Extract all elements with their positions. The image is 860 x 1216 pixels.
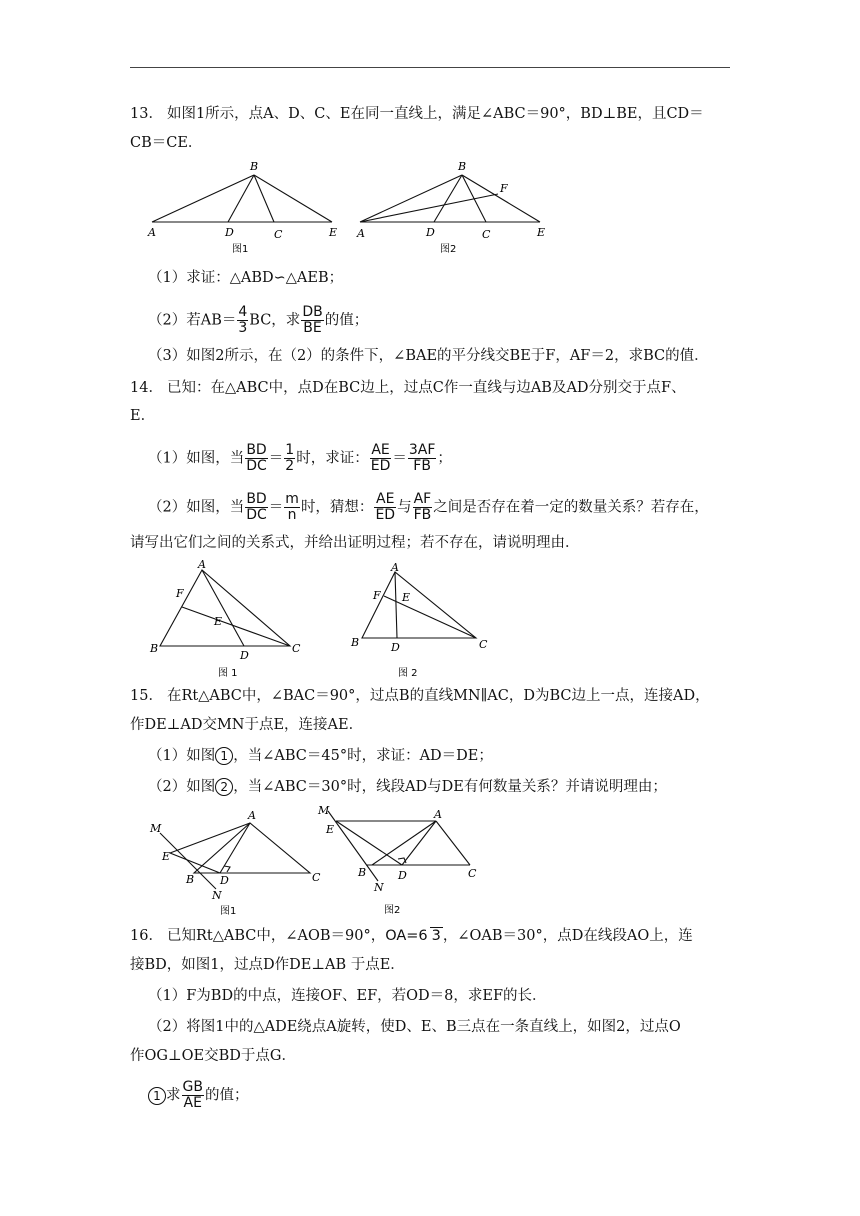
fraction: $\frac{4}{3}$ <box>238 304 248 336</box>
svg-text:E: E <box>402 591 411 604</box>
q15-stem-line2: 作DE⊥AD交MN于点E，连接AE． <box>130 717 364 733</box>
q14-stem-line1: 14． 已知：在△ABC中，点D在BC边上，过点C作一直线与边AB及AD分别交于点F、 <box>130 380 686 396</box>
q14-part1: （1）如图，当 $\frac{BD}{DC}$ ＝ $\frac{1}{2}$ 时，求证： $\frac{AE}{ED}$ ＝ $\frac{3AF}{FB}$ ； <box>148 442 452 474</box>
sqrt-symbol: 3 <box>431 928 441 944</box>
svg-text:C: C <box>274 228 283 241</box>
svg-text:D: D <box>391 641 400 654</box>
q13-figure-2 <box>356 160 545 255</box>
svg-text:A: A <box>148 226 156 239</box>
svg-text:F: F <box>176 587 184 600</box>
svg-text:N: N <box>212 889 222 902</box>
fraction: $\frac{BD}{DC}$ <box>246 491 267 523</box>
fraction: $\frac{GB}{AE}$ <box>182 1079 203 1111</box>
q15-figure-1 <box>149 809 321 917</box>
q14-figure-2 <box>350 561 488 679</box>
q16-stem-line1: 16． 已知Rt△ABC中，∠AOB＝90°，OA=6 3 ，∠OAB＝30°，点D在线段AO上，连 <box>130 928 693 944</box>
svg-text:B: B <box>250 160 259 173</box>
circled-number: 1 <box>215 747 233 765</box>
q13-figures <box>140 158 560 258</box>
svg-text:C: C <box>468 867 477 880</box>
q16-part2-sub1: 1 求 $\frac{GB}{AE}$ 的值； <box>148 1080 248 1111</box>
q13-figure-1 <box>147 160 337 255</box>
svg-text:B: B <box>186 873 195 886</box>
q15-fig1-caption: 图1 <box>220 906 237 917</box>
svg-text:A: A <box>248 809 256 822</box>
q13-part3: （3）如图2所示，在（2）的条件下，∠BAE的平分线交BE于F，AF＝2，求BC的值． <box>148 348 709 364</box>
fraction: $\frac{AF}{FB}$ <box>413 491 432 523</box>
fraction: $\frac{DB}{BE}$ <box>302 304 323 336</box>
svg-text:E: E <box>214 615 223 628</box>
fraction: $\frac{AE}{ED}$ <box>370 442 391 474</box>
svg-text:B: B <box>458 160 467 173</box>
fraction: $\frac{1}{2}$ <box>285 442 295 474</box>
q15-stem-line1: 15． 在Rt△ABC中，∠BAC＝90°，过点B的直线MN∥AC，D为BC边上一点，连接AD， <box>130 688 710 704</box>
svg-text:E: E <box>162 850 171 863</box>
q14-stem-line2: E． <box>130 408 156 424</box>
q13-part1: （1）求证：△ABD∽△AEB； <box>148 270 344 286</box>
q14-part2: （2）如图，当 $\frac{BD}{DC}$ ＝ $\frac{m}{n}$ 时，猜想： $\frac{AE}{ED}$ 与 $\frac{AF}{FB}$ 之间是否存在着一定的数量关系？若存在， <box>148 491 709 523</box>
svg-text:M: M <box>150 822 162 835</box>
svg-text:A: A <box>391 561 399 574</box>
svg-text:C: C <box>292 642 301 655</box>
q13-stem-line2: CB＝CE． <box>130 135 203 151</box>
svg-text:E: E <box>537 226 546 239</box>
fraction: $\frac{3AF}{FB}$ <box>408 442 436 474</box>
q16-stem-line2: 接BD，如图1，过点D作DE⊥AB 于点E． <box>130 957 405 973</box>
fraction: $\frac{BD}{DC}$ <box>246 442 267 474</box>
svg-text:D: D <box>426 226 435 239</box>
q14-figures <box>140 558 520 682</box>
svg-text:M: M <box>318 805 330 817</box>
q16-part2-line2: 作OG⊥OE交BD于点G． <box>130 1048 296 1064</box>
svg-text:B: B <box>358 866 367 879</box>
svg-text:F: F <box>500 182 508 195</box>
q16-part1: （1）F为BD的中点，连接OF、EF，若OD＝8，求EF的长． <box>148 988 547 1004</box>
fraction: $\frac{AE}{ED}$ <box>375 491 396 523</box>
svg-text:N: N <box>374 881 384 894</box>
svg-text:F: F <box>373 589 381 602</box>
q13-part2: （2）若AB＝ $\frac{4}{3}$ BC，求 $\frac{DB}{BE}$ 的值； <box>148 304 369 336</box>
svg-text:A: A <box>198 558 206 571</box>
q14-figure-1 <box>149 558 301 679</box>
q15-part1: （1）如图 1 ，当∠ABC＝45°时，求证：AD＝DE； <box>148 748 493 764</box>
q13-stem-line1: 13． 如图1所示，点A、D、C、E在同一直线上，满足∠ABC＝90°，BD⊥BE，且CD＝ <box>130 106 704 122</box>
header-rule <box>130 67 730 68</box>
circled-number: 2 <box>215 778 233 796</box>
svg-text:D: D <box>398 869 407 882</box>
q15-figures <box>140 805 500 917</box>
svg-text:B: B <box>351 636 360 649</box>
circled-number: 1 <box>148 1087 166 1105</box>
svg-text:D: D <box>225 226 234 239</box>
q15-part2: （2）如图 2 ，当∠ABC＝30°时，线段AD与DE有何数量关系？并请说明理由； <box>148 779 667 795</box>
svg-text:C: C <box>312 871 321 884</box>
q14-fig2-caption: 图 2 <box>398 668 418 679</box>
q15-figure-2 <box>317 805 477 916</box>
q14-fig1-caption: 图 1 <box>218 668 238 679</box>
fraction: $\frac{m}{n}$ <box>285 491 299 523</box>
q13-fig1-caption: 图1 <box>232 244 249 255</box>
q14-part2-line2: 请写出它们之间的关系式，并给出证明过程；若不存在，请说明理由． <box>130 535 580 551</box>
svg-text:D: D <box>220 874 229 887</box>
svg-text:B: B <box>150 642 159 655</box>
svg-text:C: C <box>482 228 491 241</box>
svg-text:A: A <box>357 227 365 240</box>
q15-fig2-caption: 图2 <box>384 905 401 916</box>
svg-text:C: C <box>479 638 488 651</box>
svg-text:E: E <box>326 823 335 836</box>
svg-text:A: A <box>434 808 442 821</box>
svg-text:D: D <box>240 649 249 662</box>
q13-fig2-caption: 图2 <box>440 244 457 255</box>
q16-part2-line1: （2）将图1中的△ADE绕点A旋转，使D、E、B三点在一条直线上，如图2，过点O <box>148 1019 681 1035</box>
svg-text:E: E <box>329 226 338 239</box>
